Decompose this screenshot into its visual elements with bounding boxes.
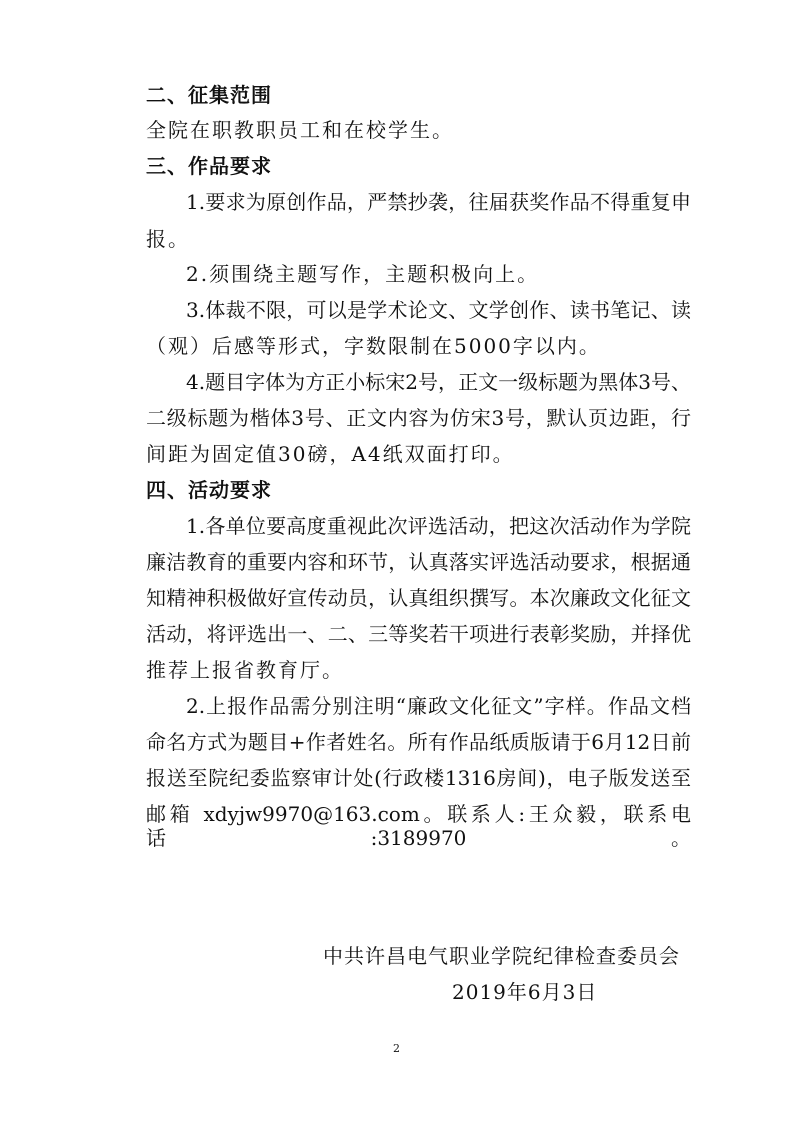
activity-item-2-line-4: 邮箱 xdyjw9970@163.com。联系人:王众毅，联系电话:3189970。: [146, 802, 691, 850]
works-item-3-line-1: 3.体裁不限，可以是学术论文、文学创作、读书笔记、读: [186, 298, 691, 322]
activity-item-1-line-1: 1.各单位要高度重视此次评选活动，把这次活动作为学院: [186, 514, 691, 538]
section-heading-activity: 四、活动要求: [146, 478, 272, 502]
activity-item-1-line-4: 活动，将评选出一、二、三等奖若干项进行表彰奖励，并择优: [146, 622, 691, 646]
activity-item-1-line-3: 知精神积极做好宣传动员，认真组织撰写。本次廉政文化征文: [146, 586, 691, 610]
section-heading-works: 三、作品要求: [146, 154, 272, 178]
works-item-1-line-2: 报。: [146, 227, 190, 251]
section-heading-scope: 二、征集范围: [146, 83, 272, 107]
works-item-1-line-1: 1.要求为原创作品，严禁抄袭，往届获奖作品不得重复申: [186, 190, 691, 214]
activity-item-1-line-2: 廉洁教育的重要内容和环节，认真落实评选活动要求，根据通: [146, 550, 691, 574]
activity-item-2-line-1: 2.上报作品需分别注明“廉政文化征文”字样。作品文档: [186, 694, 691, 718]
works-item-4-line-2: 二级标题为楷体3号、正文内容为仿宋3号，默认页边距，行: [146, 406, 691, 430]
activity-item-1-line-5: 推荐上报省教育厅。: [146, 658, 344, 682]
page-number: 2: [393, 1042, 400, 1055]
scope-text: 全院在职教职员工和在校学生。: [146, 118, 454, 142]
works-item-3-line-2: （观）后感等形式，字数限制在5000字以内。: [146, 334, 601, 358]
works-item-4-line-1: 4.题目字体为方正小标宋2号，正文一级标题为黑体3号、: [186, 370, 691, 394]
signature-organization: 中共许昌电气职业学院纪律检查委员会: [323, 944, 680, 968]
activity-item-2-line-3: 报送至院纪委监察审计处(行政楼1316房间)，电子版发送至: [146, 766, 691, 790]
activity-item-2-line-2: 命名方式为题目+作者姓名。所有作品纸质版请于6月12日前: [146, 730, 691, 754]
works-item-4-line-3: 间距为固定值30磅，A4纸双面打印。: [146, 442, 515, 466]
works-item-2: 2.须围绕主题写作，主题积极向上。: [186, 262, 540, 286]
signature-date: 2019年6月3日: [452, 980, 598, 1004]
